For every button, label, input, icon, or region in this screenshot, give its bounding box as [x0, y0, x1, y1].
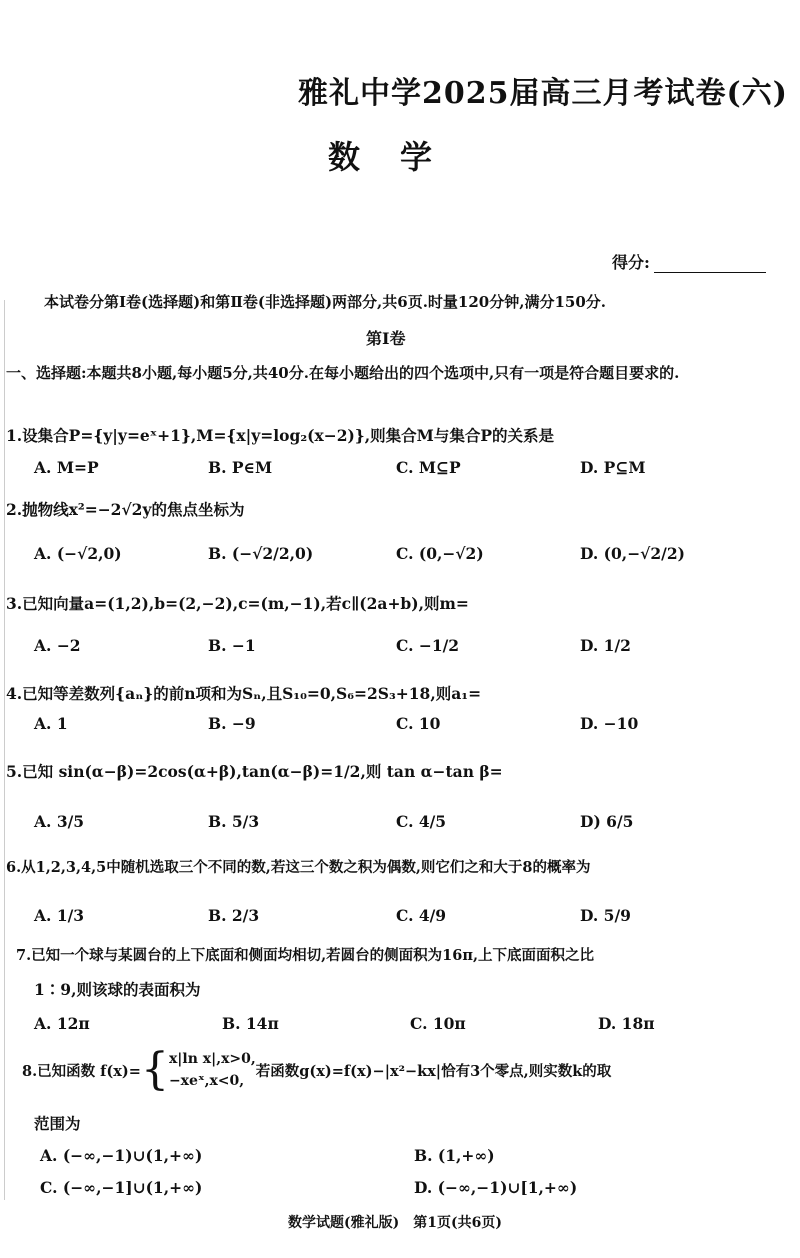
question-8-option-b: B. (1,+∞): [414, 1146, 495, 1165]
question-1-option-c: C. M⊆P: [396, 458, 461, 477]
question-7-stem-cont: 1∶9,则该球的表面积为: [34, 980, 201, 999]
question-4-stem: 4.已知等差数列{aₙ}的前n项和为Sₙ,且S₁₀=0,S₆=2S₃+18,则a₁=: [6, 684, 482, 703]
piece-1: x|ln x|,x>0,: [168, 1051, 256, 1067]
exam-intro: 本试卷分第Ⅰ卷(选择题)和第Ⅱ卷(非选择题)两部分,共6页.时量120分钟,满分150分.: [44, 293, 606, 311]
question-6-stem: 6.从1,2,3,4,5中随机选取三个不同的数,若这三个数之积为偶数,则它们之和大于8的概率为: [6, 859, 591, 876]
question-6-option-d: D. 5/9: [580, 906, 631, 925]
question-3-option-c: C. −1/2: [396, 636, 460, 655]
question-7-option-d: D. 18π: [598, 1014, 655, 1033]
question-4-option-c: C. 10: [396, 714, 441, 733]
question-7-option-a: A. 12π: [34, 1014, 90, 1033]
question-8-option-c: C. (−∞,−1]∪(1,+∞): [40, 1178, 203, 1197]
question-7-option-c: C. 10π: [410, 1014, 466, 1033]
question-3-option-a: A. −2: [34, 636, 81, 655]
score-field: [612, 250, 766, 273]
question-8-stem: [22, 1044, 612, 1095]
question-4-option-b: B. −9: [208, 714, 256, 733]
piece-2: −xeˣ,x<0,: [168, 1073, 245, 1089]
question-5-stem: 5.已知 sin(α−β)=2cos(α+β),tan(α−β)=1/2,则 tan α−tan β=: [6, 762, 503, 781]
question-3-stem: 3.已知向量a=(1,2),b=(2,−2),c=(m,−1),若c∥(2a+b),则m=: [6, 594, 469, 613]
page-edge-shadow: [4, 300, 5, 1200]
question-2-option-c: C. (0,−√2): [396, 544, 484, 563]
question-4-option-d: D. −10: [580, 714, 639, 733]
score-label: 得分:: [612, 253, 650, 272]
question-5-option-d: D) 6/5: [580, 812, 634, 831]
score-blank: [654, 258, 766, 273]
question-2-option-b: B. (−√2/2,0): [208, 544, 314, 563]
question-6-option-c: C. 4/9: [396, 906, 447, 925]
question-2-option-a: A. (−√2,0): [34, 544, 122, 563]
question-8-stem-suffix: 若函数g(x)=f(x)−|x²−kx|恰有3个零点,则实数k的取: [255, 1062, 612, 1080]
question-1-option-a: A. M=P: [34, 458, 99, 477]
exam-title: 雅礼中学2025届高三月考试卷(六): [298, 76, 788, 111]
question-1-stem: 1.设集合P={y|y=eˣ+1},M={x|y=log₂(x−2)},则集合M与集合P的关系是: [6, 426, 554, 445]
question-8-option-d: D. (−∞,−1)∪[1,+∞): [414, 1178, 578, 1197]
section-instructions: 一、选择题:本题共8小题,每小题5分,共40分.在每小题给出的四个选项中,只有一项是符合题目要求的.: [6, 364, 680, 382]
question-4-option-a: A. 1: [34, 714, 68, 733]
subject-title: 数学: [328, 138, 473, 176]
question-5-option-a: A. 3/5: [34, 812, 85, 831]
question-7-option-b: B. 14π: [222, 1014, 279, 1033]
question-5-option-b: B. 5/3: [208, 812, 260, 831]
brace-symbol: {: [140, 1044, 169, 1095]
question-8-stem-prefix: 8.已知函数 f(x)=: [22, 1062, 141, 1080]
volume-heading: 第Ⅰ卷: [366, 329, 406, 348]
question-1-option-d: D. P⊆M: [580, 458, 646, 477]
question-3-option-b: B. −1: [208, 636, 256, 655]
question-6-option-a: A. 1/3: [34, 906, 85, 925]
piecewise-function: [169, 1048, 256, 1092]
question-8-stem-cont: 范围为: [34, 1114, 81, 1133]
question-8-option-a: A. (−∞,−1)∪(1,+∞): [40, 1146, 203, 1165]
question-3-option-d: D. 1/2: [580, 636, 631, 655]
question-2-option-d: D. (0,−√2/2): [580, 544, 685, 563]
page-footer: 数学试题(雅礼版) 第1页(共6页): [288, 1215, 502, 1231]
question-1-option-b: B. P∈M: [208, 458, 273, 477]
question-7-stem: 7.已知一个球与某圆台的上下底面和侧面均相切,若圆台的侧面积为16π,上下底面面积之比: [16, 947, 595, 964]
question-5-option-c: C. 4/5: [396, 812, 447, 831]
question-2-stem: 2.抛物线x²=−2√2y的焦点坐标为: [6, 500, 245, 519]
question-6-option-b: B. 2/3: [208, 906, 260, 925]
